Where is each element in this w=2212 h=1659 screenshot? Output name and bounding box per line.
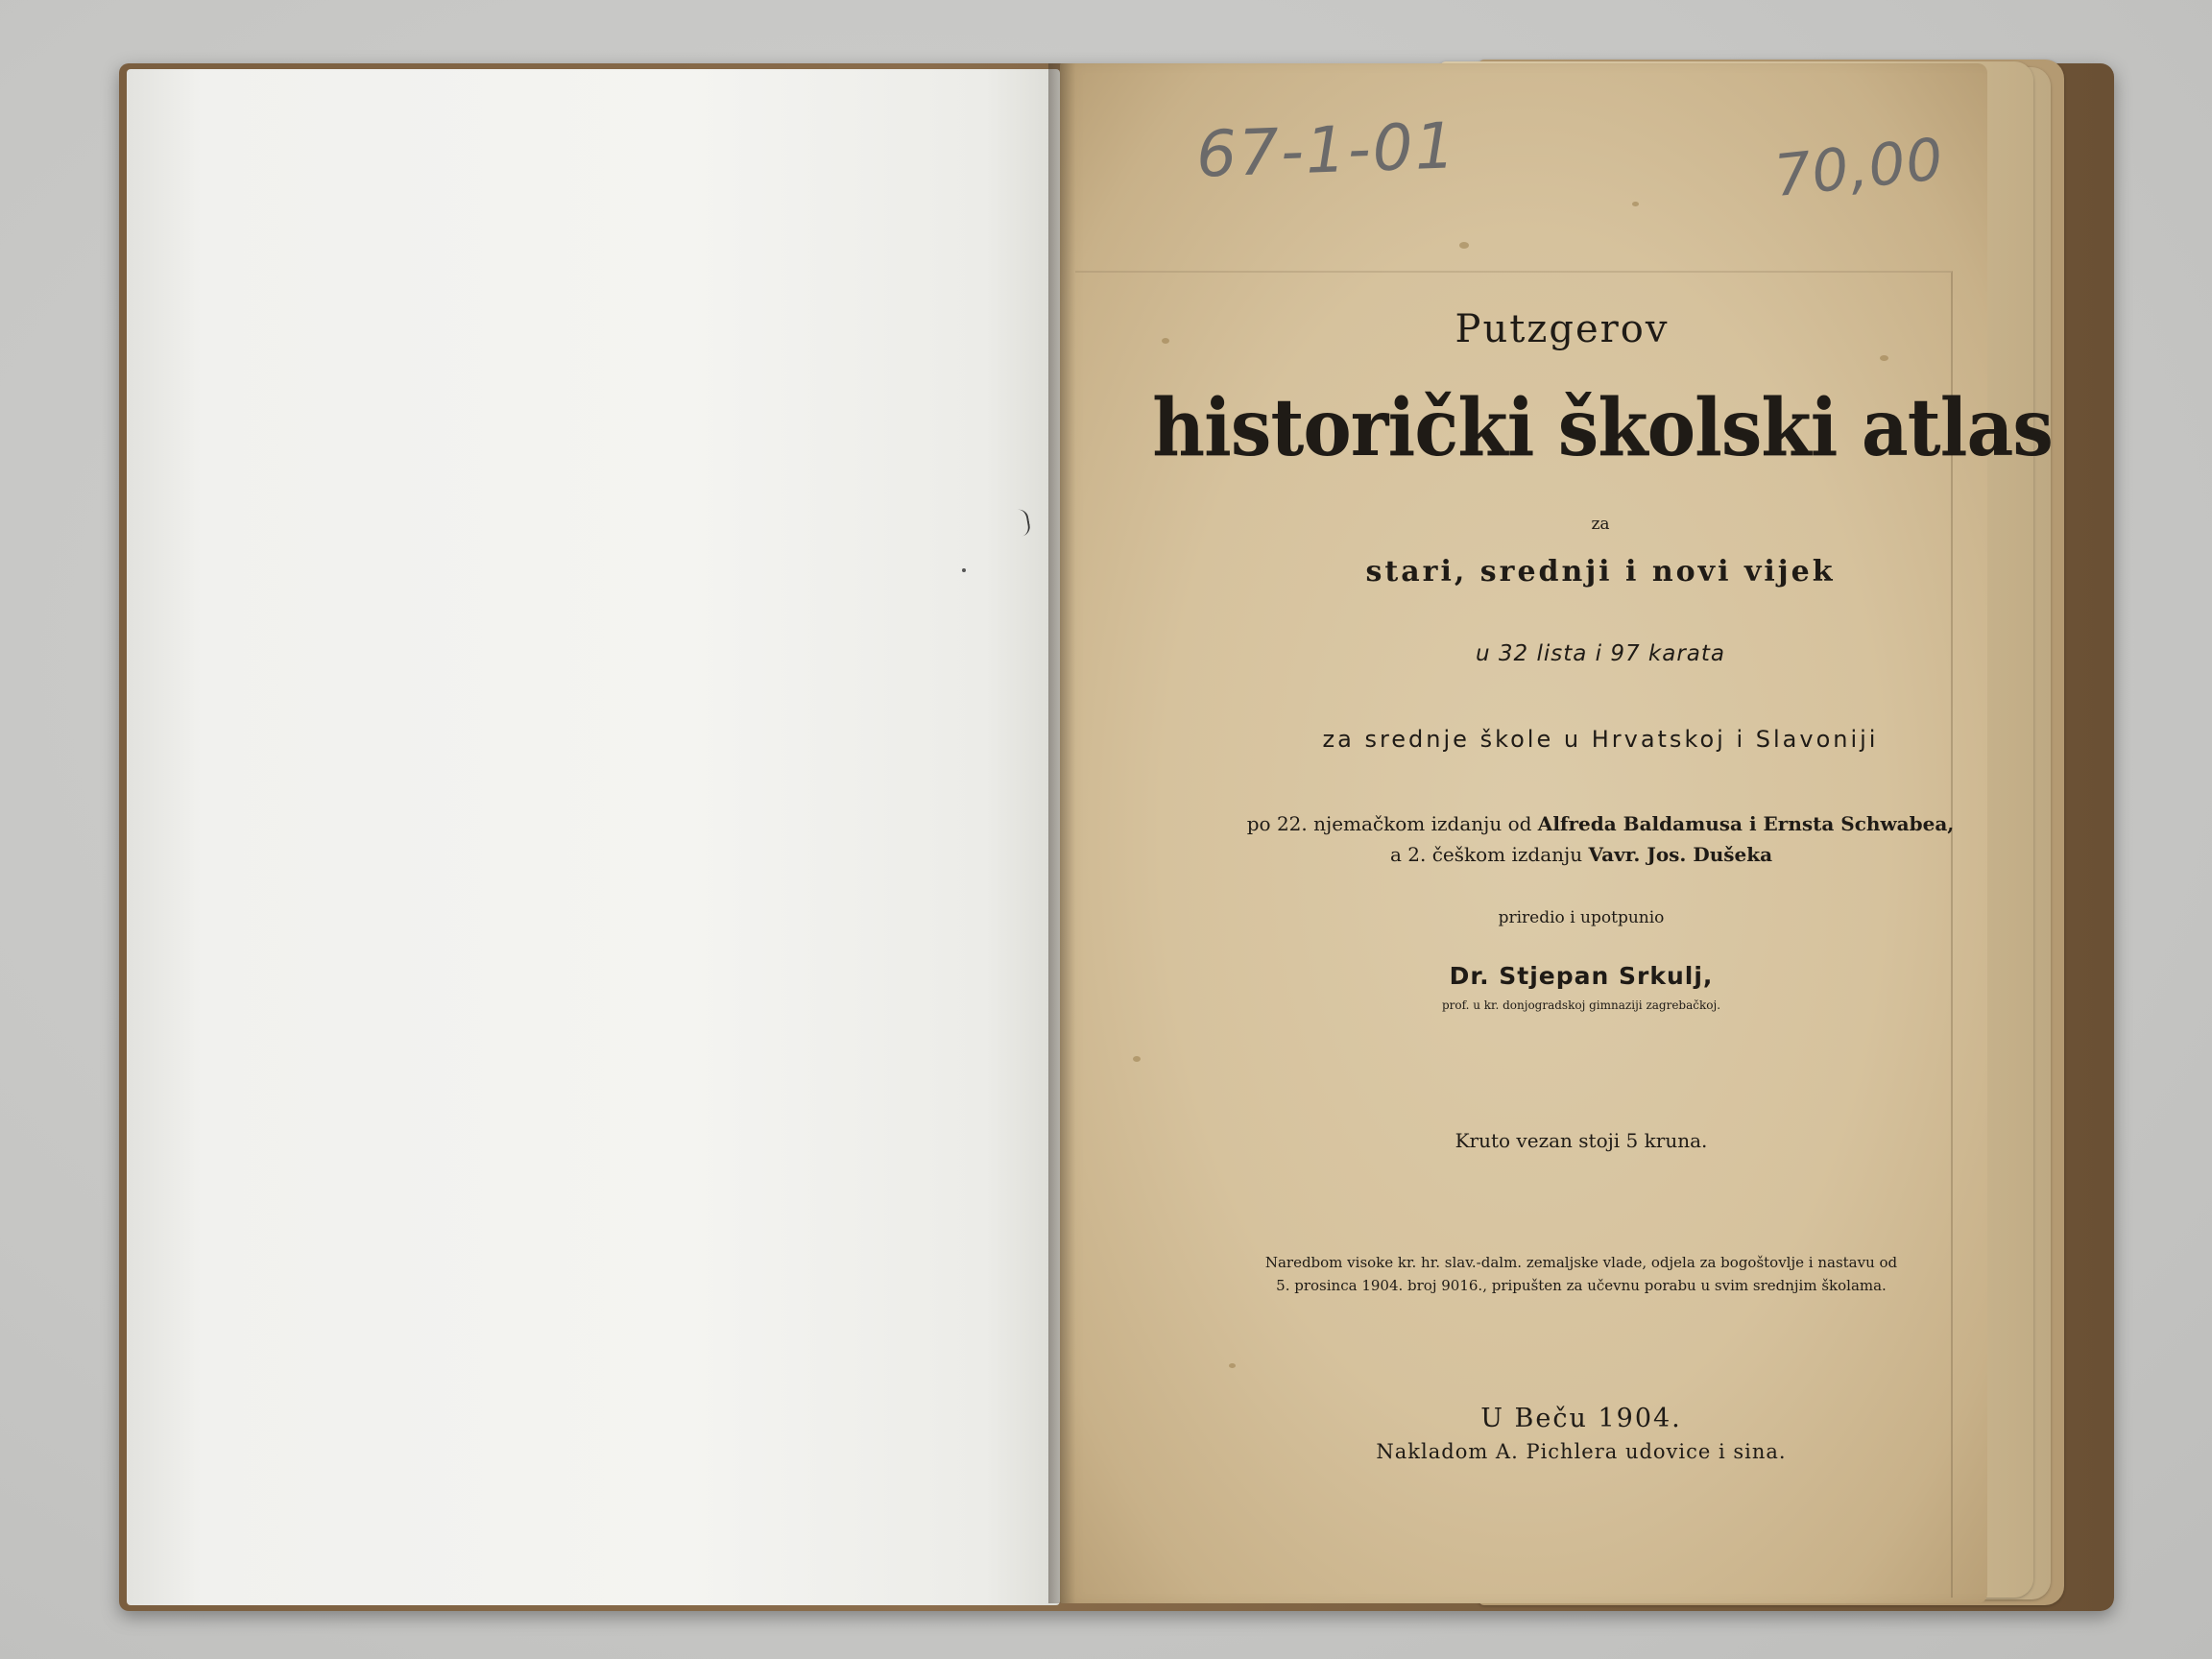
periods-subtitle: stari, srednji i novi vijek (1365, 555, 1836, 589)
foxing-spot (1880, 355, 1888, 361)
prepared-by: priredio i upotpunio (1498, 908, 1665, 927)
decree-line-1: Naredbom visoke kr. hr. slav.-dalm. zemaljske vlade, odjela za bogoštovlje i nastavu od (1264, 1254, 1898, 1271)
foxing-spot (1632, 202, 1639, 206)
edition-line-1-names: Alfreda Baldamusa i Ernsta Schwabea, (1537, 812, 1955, 835)
handwritten-shelf-mark: 67-1-01 (1194, 108, 1458, 192)
editor-name: Dr. Stjepan Srkulj, (1449, 962, 1714, 990)
foxing-spot (1459, 242, 1469, 249)
audience-line: za srednje škole u Hrvatskoj i Slavoniji (1322, 726, 1879, 753)
connector-za: za (1591, 515, 1610, 534)
main-title: historički školski atlas (1152, 382, 2053, 474)
author-possessive: Putzgerov (1455, 307, 1670, 351)
edition-line-1 (1060, 812, 2064, 835)
decree-line-2: 5. prosinca 1904. broj 9016., pripušten za učevnu porabu u svim srednjim školama. (1276, 1277, 1887, 1294)
blank-left-page (127, 69, 1060, 1605)
sheet-map-count: u 32 lista i 97 karata (1475, 641, 1725, 666)
foxing-spot (1229, 1363, 1236, 1368)
edition-line-2-names: Vavr. Jos. Dušeka (1588, 843, 1773, 866)
edition-line-1-prefix: po 22. njemačkom izdanju od (1246, 812, 1532, 835)
edition-line-2-prefix: a 2. češkom izdanju (1389, 843, 1583, 866)
edition-line-2 (1060, 843, 2045, 866)
page-dot (962, 568, 966, 572)
price-line: Kruto vezan stoji 5 kruna. (1455, 1129, 1708, 1152)
foxing-spot (1133, 1056, 1141, 1062)
publisher: Nakladom A. Pichlera udovice i sina. (1376, 1440, 1787, 1463)
editor-title: prof. u kr. donjogradskoj gimnaziji zagrebačkoj. (1441, 998, 1721, 1012)
handwritten-price-note: 70,00 (1770, 125, 1947, 211)
place-year: U Beču 1904. (1480, 1404, 1682, 1433)
